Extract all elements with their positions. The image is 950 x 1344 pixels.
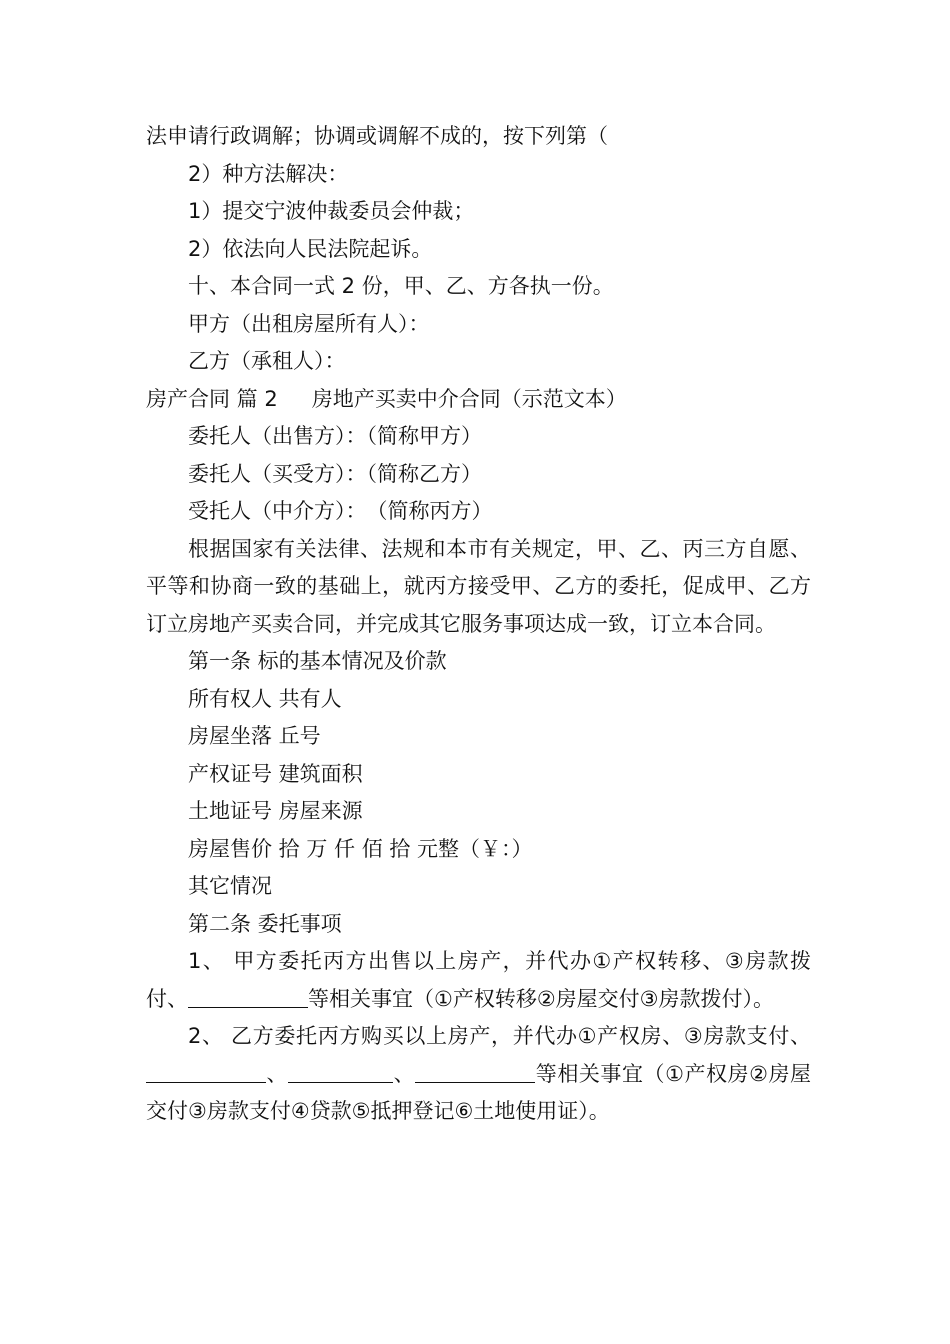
fill-blank[interactable]	[188, 987, 308, 1008]
clause-text: 等相关事宜（①产权转移②房屋交付③房款拨付）。	[308, 986, 774, 1011]
fill-blank[interactable]	[146, 1062, 266, 1083]
text-line: 产权证号 建筑面积	[188, 761, 363, 786]
text-line: 第一条 标的基本情况及价款	[188, 649, 447, 673]
text-line: 其它情况	[188, 874, 272, 898]
fill-blank[interactable]	[415, 1062, 535, 1083]
separator: 、	[266, 1061, 289, 1086]
text-line: 第二条 委托事项	[188, 911, 342, 936]
text-line: 十、本合同一式 2 份，甲、乙、方各执一份。	[188, 274, 614, 298]
separator: 、	[393, 1061, 416, 1086]
text-line: 乙方（承租人）：	[188, 349, 346, 373]
text-line: 委托人（出售方）：（简称甲方）	[188, 424, 482, 448]
text-line: 甲方（出租房屋所有人）：	[188, 311, 430, 336]
clause-text: 2、 乙方委托丙方购买以上房产，并代办①产权房、③房款支付、	[188, 1024, 811, 1048]
clause-text: 等相关事宜（①产权房②房屋交付③房款支付④贷款⑤抵押登记⑥土地使用证）。	[146, 1061, 812, 1123]
document-page	[146, 118, 811, 1131]
fill-blank[interactable]	[288, 1062, 393, 1083]
contract-title: 房地产买卖中介合同（示范文本）	[311, 386, 627, 411]
text-line: 房屋坐落 丘号	[188, 724, 321, 748]
text-line: 土地证号 房屋来源	[188, 799, 363, 823]
text-line: 2）种方法解决：	[188, 161, 349, 186]
text-line: 2）依法向人民法院起诉。	[188, 236, 433, 261]
text-line: 房屋售价 拾 万 仟 佰 拾 元整（￥：）	[188, 836, 533, 861]
text-line: 委托人（买受方）：（简称乙方）	[188, 461, 482, 486]
text-line: 受托人（中介方）： （简称丙方）	[188, 499, 493, 523]
text-line: 所有权人 共有人	[188, 686, 342, 711]
paragraph	[146, 943, 811, 1018]
paragraph	[146, 1018, 811, 1131]
text-line: 法申请行政调解；协调或调解不成的，按下列第（	[146, 124, 608, 148]
paragraph: 根据国家有关法律、法规和本市有关规定，甲、乙、丙三方自愿、平等和协商一致的基础上，就丙方接受甲、乙方的委托，促成甲、乙方订立房地产买卖合同，并完成其它服务事项达成一致，订立本合同。	[146, 536, 811, 636]
section-label: 房产合同 篇 2	[146, 386, 278, 411]
clause-text: 1、 甲方委托丙方出售以上房产，并代办①产权转移、③房款拨付、	[146, 949, 811, 1011]
section-heading	[146, 381, 811, 419]
text-line: 1）提交宁波仲裁委员会仲裁；	[188, 199, 475, 223]
